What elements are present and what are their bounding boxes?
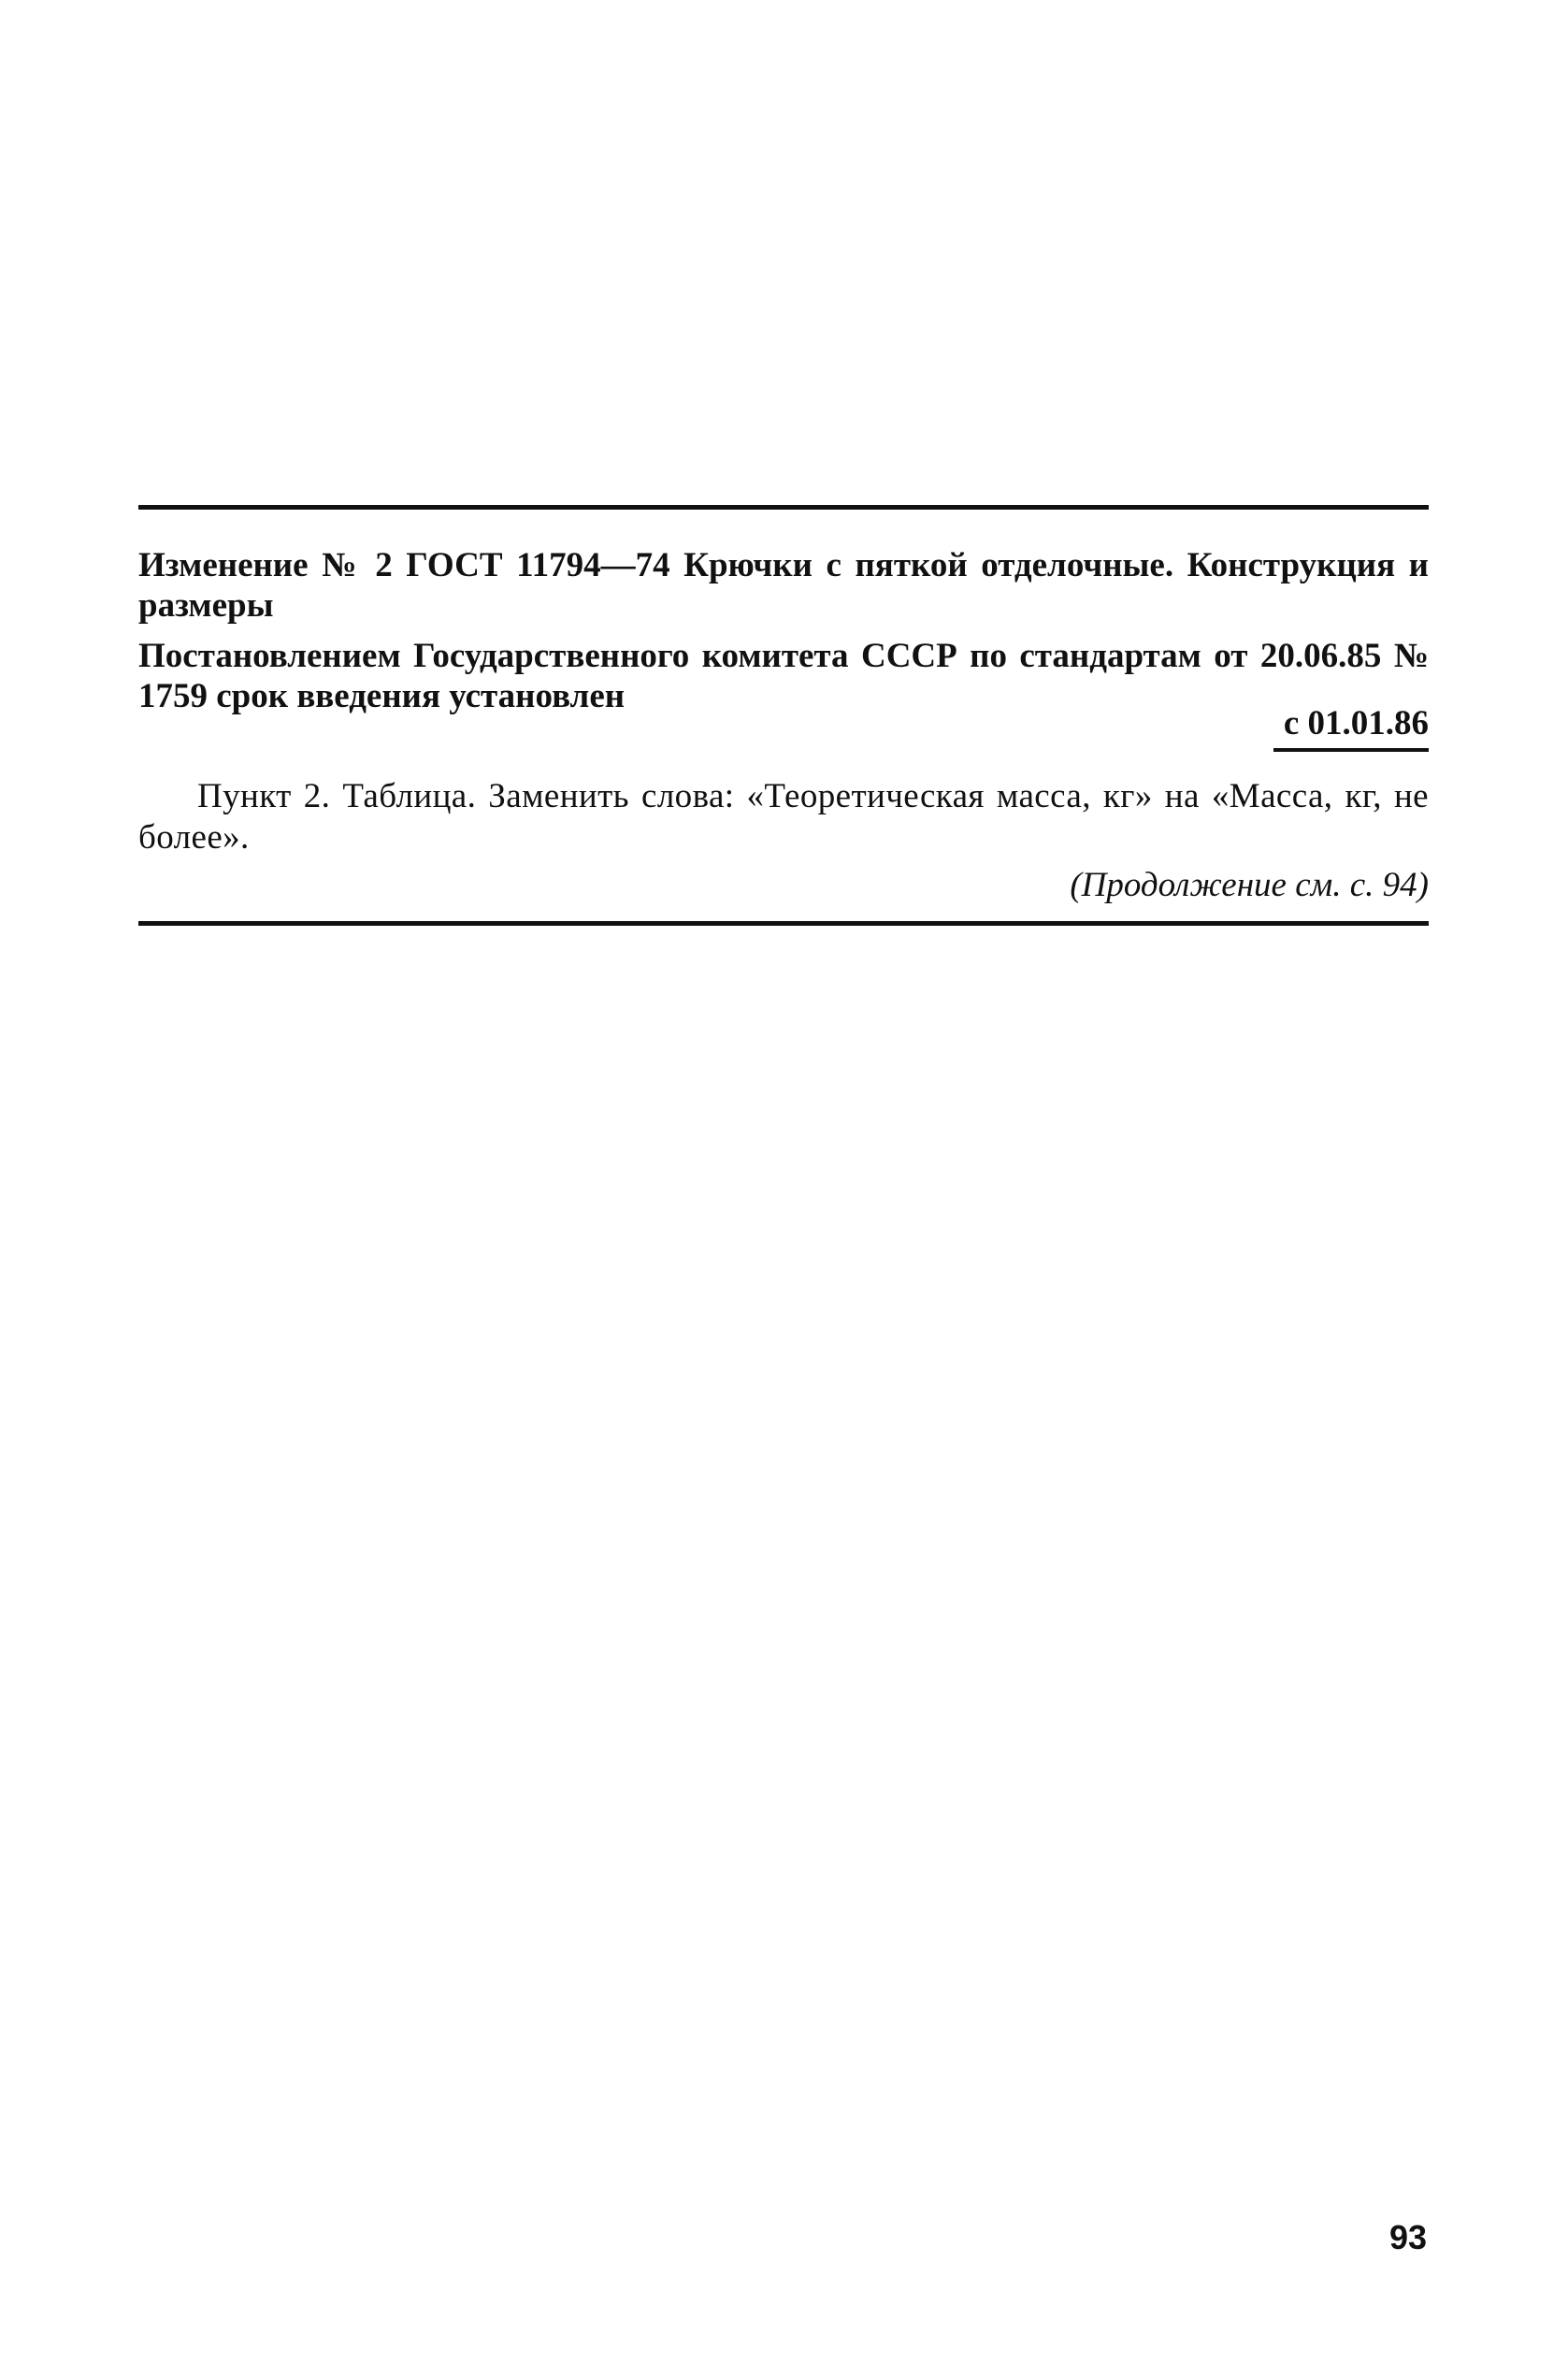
bottom-rule xyxy=(138,921,1429,926)
amendment-heading: Изменение № 2 ГОСТ 11794—74 Крючки с пяткой отделочные. Конструкция и размеры xyxy=(138,546,1429,625)
page-number: 93 xyxy=(1388,2218,1427,2256)
effective-date-underline xyxy=(1273,748,1429,752)
effective-date: с 01.01.86 xyxy=(1283,704,1429,742)
amendment-body: Пункт 2. Таблица. Заменить слова: «Теоретическая масса, кг» на «Масса, кг, не более». xyxy=(138,777,1429,857)
decree-text: Постановлением Государственного комитета СССР по стандартам от 20.06.85 № 1759 срок введения установлен xyxy=(138,637,1429,715)
top-rule xyxy=(138,505,1429,510)
continuation-note: (Продолжение см. с. 94) xyxy=(1070,866,1429,904)
